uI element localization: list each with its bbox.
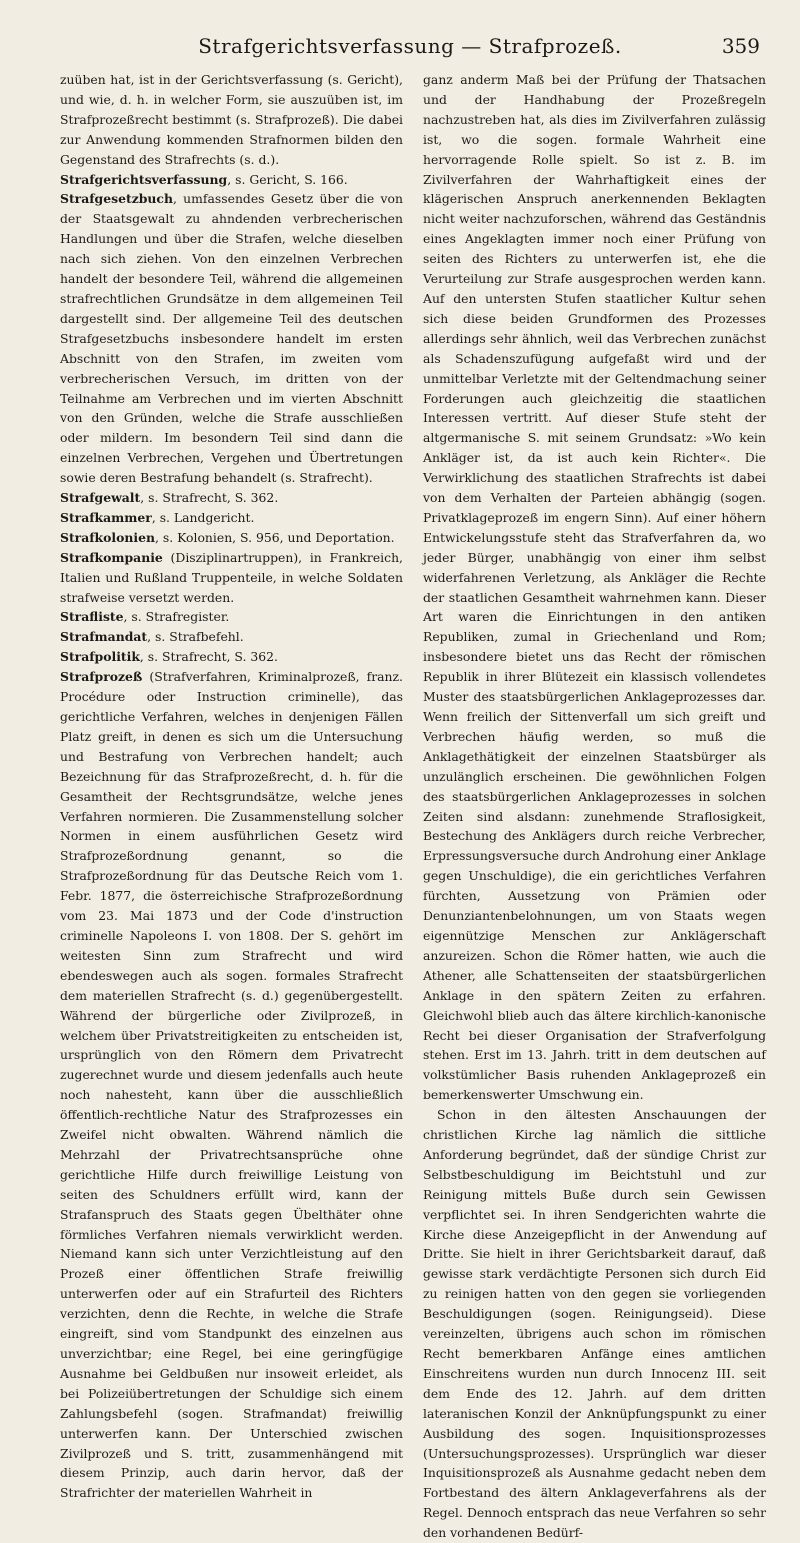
entry-strafprozess [60,667,403,1503]
entry-text: , s. Strafregister. [123,609,230,625]
entry-text: , umfassendes Gesetz über die von der Staatsgewalt zu ahndenden verbrecherischen Handlungen und über die Strafen, welche dieselben nach sich ziehen. Von den einzelnen Verbrechen handelt der besondere Teil, während die allgemeinen strafrechtlichen Grundsätze in dem allgemeinen Teil dargestellt sind. Der allgemeine Teil des deutschen Strafgesetzbuchs insbesondere handelt im ersten Abschnitt von den Strafen, im zweiten vom verbrecherischen Versuch, im dritten von der Teilnahme am Verbrechen und im vierten Abschnitt von den Gründen, welche die Strafe ausschließen oder mildern. Im besondern Teil sind dann die einzelnen Verbrechen, Vergehen und Übertretungen sowie deren Bestrafung behandelt (s. Strafrecht). [60,191,403,486]
paragraph: Schon in den ältesten Anschauungen der christlichen Kirche lag nämlich die sittliche Anforderung begründet, daß der sündige Christ zur Selbstbeschuldigung im Beichtstuhl und zur Reinigung mittels Buße durch sein Gewissen verpflichtet sei. In ihren Sendgerichten wahrte die Kirche diese Anzeigepflicht in der Anwendung auf Dritte. Sie hielt in ihrer Gerichtsbarkeit darauf, daß gewisse stark verdächtigte Personen sich durch Eid zu reinigen hatten von den gegen sie vorliegenden Beschuldigungen (sogen. Reinigungseid). Diese vereinzelten, übrigens auch schon im römischen Recht bemerkbaren Anfänge eines amtlichen Einschreitens wurden nun durch Innocenz III. seit dem Ende des 12. Jahrh. auf dem dritten lateranischen Konzil der Anknüpfungspunkt zu einer Ausbildung des sogen. Inquisitionsprozesses (Untersuchungsprozesses). Ursprünglich war dieser Inquisitionsprozeß als Ausnahme gedacht neben dem Fortbestand des ältern Anklageverfahrens als der Regel. Dennoch entsprach das neue Verfahren so sehr den vorhandenen Bedürf- [423,1107,766,1541]
paragraph: zuüben hat, ist in der Gerichtsverfassung (s. Gericht), und wie, d. h. in welcher Form, sie auszuüben ist, im Strafprozeßrecht bestimmt (s. Strafprozeß). Die dabei zur Anwendung kommenden Strafnormen bilden den Gegenstand des Strafrechts (s. d.). [60,72,403,167]
headword: Strafpolitik [60,649,140,665]
entry-text: (Strafverfahren, Kriminalprozeß, franz. Procédure oder Instruction criminelle), das gerichtliche Verfahren, welches in denjenigen Fällen Platz greift, in denen es sich um die Untersuchung und Bestrafung von Verbrechen handelt; auch Bezeichnung für das Strafprozeßrecht, d. h. für die Gesamtheit der Rechtsgrundsätze, welche jenes Verfahren normieren. Die Zusammenstellung solcher Normen in einem ausführlichen Gesetz wird Strafprozeßordnung genannt, so die Strafprozeßordnung für das Deutsche Reich vom 1. Febr. 1877, die österreichische Strafprozeßordnung vom 23. Mai 1873 und der Code d'instruction criminelle Napoleons I. von 1808. Der S. gehört im weitesten Sinn zum Strafrecht und wird ebendeswegen auch als sogen. formales Strafrecht dem materiellen Strafrecht (s. d.) gegenübergestellt. Während der bürgerliche oder Zivilprozeß, in welchem über Privatstreitigkeiten zu entscheiden ist, ursprünglich von den Römern dem Privatrecht zugerechnet wurde und diesem jedenfalls auch heute noch nahesteht, kann über die ausschließlich öffentlich-rechtliche Natur des Strafprozesses ein Zweifel nicht obwalten. Während nämlich die Mehrzahl der Privatrechtsansprüche ohne gerichtliche Hilfe durch freiwillige Leistung von seiten des Schuldners erfüllt wird, kann der Strafanspruch des Staats gegen Übelthäter ohne förmliches Verfahren niemals verwirklicht werden. Niemand kann sich unter Verzichtleistung auf den Prozeß einer öffentlichen Strafe freiwillig unterwerfen oder auf ein Strafurteil des Richters verzichten, denn die Rechte, in welche die Strafe eingreift, sind vom Standpunkt des einzelnen aus unverzichtbar; eine Regel, bei eine geringfügige Ausnahme bei Geldbußen nur insoweit erleidet, als bei Polizeiübertretungen der Schuldige sich einem Zahlungsbefehl (sogen. Strafmandat) freiwillig unterwerfen kann. Der Unterschied zwischen Zivilprozeß und S. tritt, zusammenhängend mit diesem Prinzip, auch darin hervor, daß der Strafrichter der materiellen Wahrheit in [60,669,403,1501]
entry-text: , s. Gericht, S. 166. [227,171,348,187]
headword: Strafkammer [60,509,152,525]
entry-strafgerichtsverfassung [60,170,403,190]
entry-strafpolitik [60,647,403,667]
headword: Strafmandat [60,629,148,645]
headword: Strafkolonien [60,529,155,545]
headword: Strafkompanie [60,549,163,565]
page-number: 359 [721,34,760,58]
right-column [423,70,766,1541]
left-column [60,70,403,1501]
entry-text: , s. Landgericht. [151,509,255,525]
entry-strafliste [60,607,403,627]
entry-strafmandat [60,627,403,647]
entry-strafkolonien [60,528,403,548]
entry-text: (Disziplinartruppen), in Frankreich, Italien und Rußland Truppenteile, in welche Soldaten strafweise versetzt werden. [60,549,403,605]
headword: Strafgesetzbuch [60,191,173,207]
headword: Strafgewalt [60,490,141,506]
headword: Strafprozeß [60,669,143,685]
entry-strafgewalt [60,488,403,508]
headword: Strafliste [60,609,124,625]
entry-strafkompanie [60,548,403,608]
entry-text: , s. Strafrecht, S. 362. [139,649,278,665]
page-header [60,34,760,62]
headword: Strafgerichtsverfassung [60,171,228,187]
entry-text: , s. Strafrecht, S. 362. [140,490,279,506]
text-columns [60,70,766,1541]
entry-text: , s. Strafbefehl. [147,629,244,645]
entry-text: , s. Kolonien, S. 956, und Deportation. [155,529,395,545]
paragraph: ganz anderm Maß bei der Prüfung der Thatsachen und der Handhabung der Prozeßregeln nachzustreben hat, als dies im Zivilverfahren zulässig ist, wo die sogen. formale Wahrheit eine hervorragende Rolle spielt. So ist z. B. im Zivilverfahren der Wahrhaftigkeit eines der klägerischen Anspruch anerkennenden Beklagten nicht weiter nachzuforschen, während das Geständnis eines Angeklagten immer noch einer Prüfung von seiten des Richters zu unterwerfen ist, ehe die Verurteilung zur Strafe ausgesprochen werden kann. Auf den untersten Stufen staatlicher Kultur sehen sich diese beiden Grundformen des Prozesses allerdings sehr ähnlich, weil das Verbrechen zunächst als Schadenszufügung aufgefaßt wird und der unmittelbar Verletzte mit der Geltendmachung seiner Forderungen auch gleichzeitig die staatlichen Interessen vertritt. Auf dieser Stufe steht der altgermanische S. mit seinem Grundsatz: »Wo kein Ankläger ist, da ist auch kein Richter«. Die Verwirklichung des staatlichen Strafrechts ist dabei von dem Verhalten der Parteien abhängig (sogen. Privatklageprozeß im engern Sinn). Auf einer höhern Entwickelungsstufe steht das Strafverfahren da, wo jeder Bürger, unabhängig von einer ihm selbst widerfahrenen Verletzung, als Ankläger die Rechte der staatlichen Gesamtheit wahrnehmen kann. Dieser Art waren die Einrichtungen in den antiken Republiken, zumal in Griechenland und Rom; insbesondere bietet uns das Recht der römischen Republik in ihrer Blütezeit ein klassisch vollendetes Muster des staatsbürgerlichen Anklageprozesses dar. Wenn freilich der Sittenverfall um sich greift und Verbrechen häufig werden, so muß die Anklagethätigkeit der einzelnen Staatsbürger als unzulänglich erscheinen. Die gewöhnlichen Folgen des staatsbürgerlichen Anklageprozesses in solchen Zeiten sind alsdann: zunehmende Straflosigkeit, Bestechung des Anklägers durch reiche Verbrecher, Erpressungsversuche durch Androhung einer Anklage gegen Unschuldige), die ein gerichtliches Verfahren fürchten, Aussetzung von Prämien oder Denunziantenbelohnungen, um von Staats wegen eigennützige Menschen zur Anklägerschaft anzureizen. Schon die Römer hatten, wie auch die Athener, alle Schattenseiten der staatsbürgerlichen Anklage in den spätern Zeiten zu erfahren. Gleichwohl blieb auch das ältere kirchlich-kanonische Recht bei dieser Organisation der Strafverfolgung stehen. Erst im 13. Jahrh. tritt in dem deutschen auf volkstümlicher Basis ruhenden Anklageprozeß ein bemerkenswerter Umschwung ein. [423,72,766,1103]
entry-strafkammer [60,508,403,528]
entry-strafgesetzbuch [60,189,403,488]
running-head: Strafgerichtsverfassung — Strafprozeß. [198,34,622,58]
